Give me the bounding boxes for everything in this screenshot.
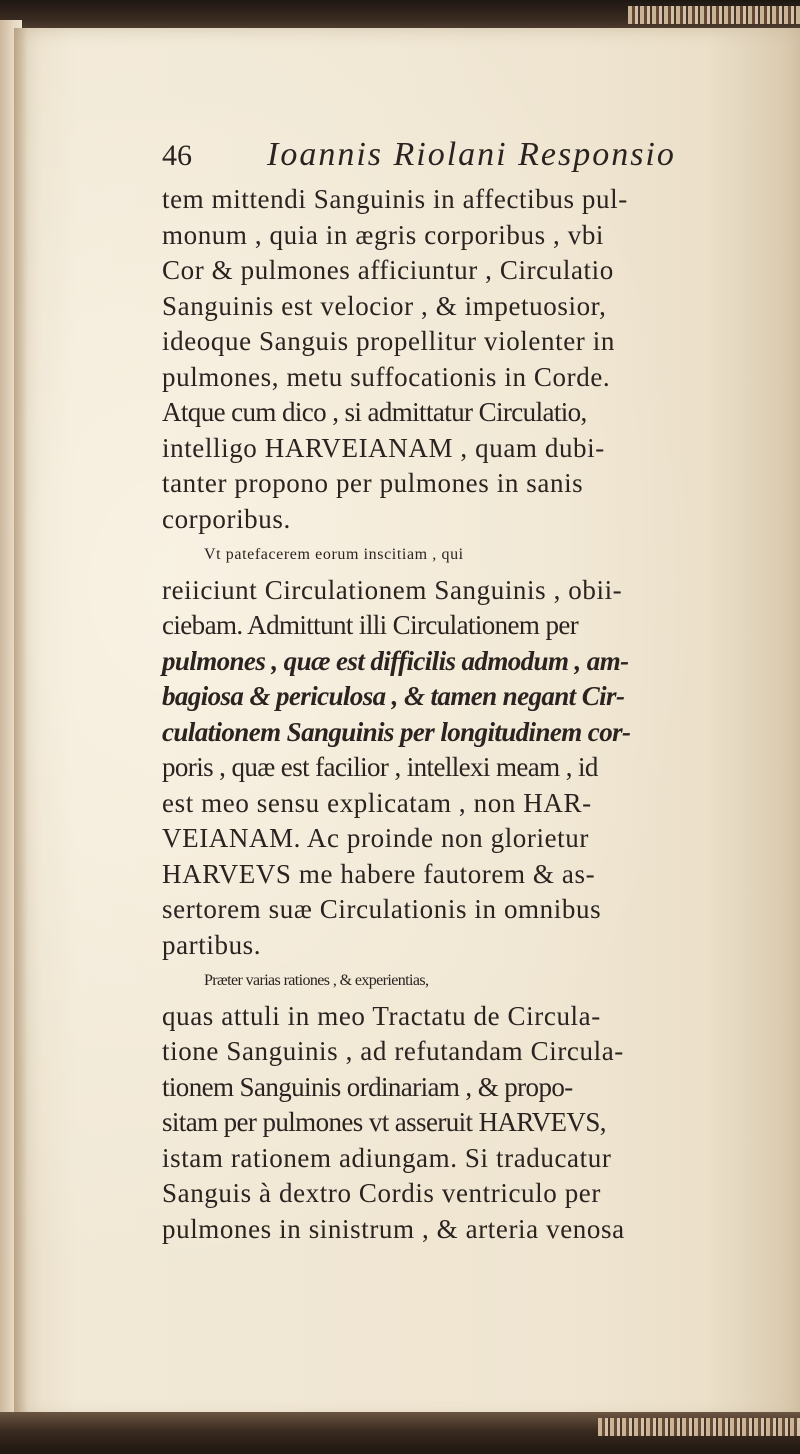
text-line-23: Præter varias rationes , & experientias, <box>204 972 429 989</box>
text-line-24: quas attuli in meo Tractatu de Circula- <box>162 1000 601 1031</box>
text-line-14: pulmones , quæ est difficilis admodum , am- <box>162 645 629 676</box>
text-line-1: tem mittendi Sanguinis in affectibus pul- <box>162 184 628 214</box>
text-line-4: Sanguinis est velocior , & impetuosior, <box>162 290 607 321</box>
text-line-13: ciebam. Admittunt illi Circulationem per <box>162 610 579 640</box>
page-number: 46 <box>162 139 192 172</box>
running-head <box>162 136 718 182</box>
page-text <box>162 136 718 1247</box>
binding-stitch-bottom <box>598 1418 800 1436</box>
page-gutter-shadow <box>14 28 42 1420</box>
text-line-11: Vt patefacerem eorum inscitiam , qui <box>204 546 464 563</box>
text-line-5: ideoque Sanguis propellitur violenter in <box>162 326 615 356</box>
text-line-30: pulmones in sinistrum , & arteria venosa <box>162 1213 625 1244</box>
text-line-27: sitam per pulmones vt asseruit HARVEVS, <box>162 1107 606 1137</box>
text-line-15: bagiosa & periculosa , & tamen negant Cir- <box>162 681 625 711</box>
text-line-25: tione Sanguinis , ad refutandam Circula- <box>162 1036 624 1066</box>
running-title: Ioannis Riolani Responsio <box>267 136 676 173</box>
text-line-3: Cor & pulmones afficiuntur , Circulatio <box>162 255 614 285</box>
page-edge-right <box>708 28 800 1420</box>
text-line-18: est meo sensu explicatam , non HAR- <box>162 787 592 818</box>
text-line-19: VEIANAM. Ac proinde non glorietur <box>162 823 589 853</box>
text-line-28: istam rationem adiungam. Si traducatur <box>162 1142 612 1173</box>
text-line-10: corporibus. <box>162 503 291 534</box>
text-line-12: reiiciunt Circulationem Sanguinis , obii- <box>162 574 623 605</box>
text-line-2: monum , quia in ægris corporibus , vbi <box>162 219 605 250</box>
text-line-16: culationem Sanguinis per longitudinem cor- <box>162 716 631 747</box>
text-line-17: poris , quæ est facilior , intellexi meam , id <box>162 752 598 782</box>
text-line-7: Atque cum dico , si admittatur Circulatio, <box>162 397 587 427</box>
text-line-8: intelligo HARVEIANAM , quam dubi- <box>162 432 605 463</box>
text-line-9: tanter propono per pulmones in sanis <box>162 468 584 498</box>
text-line-21: sertorem suæ Circulationis in omnibus <box>162 894 602 924</box>
text-line-20: HARVEVS me habere fautorem & as- <box>162 858 596 889</box>
text-line-29: Sanguis à dextro Cordis ventriculo per <box>162 1178 601 1208</box>
binding-stitch-top <box>628 6 800 24</box>
text-line-22: partibus. <box>162 929 262 960</box>
text-line-26: tionem Sanguinis ordinariam , & propo- <box>162 1071 573 1102</box>
text-line-6: pulmones, metu suffocationis in Corde. <box>162 361 611 392</box>
